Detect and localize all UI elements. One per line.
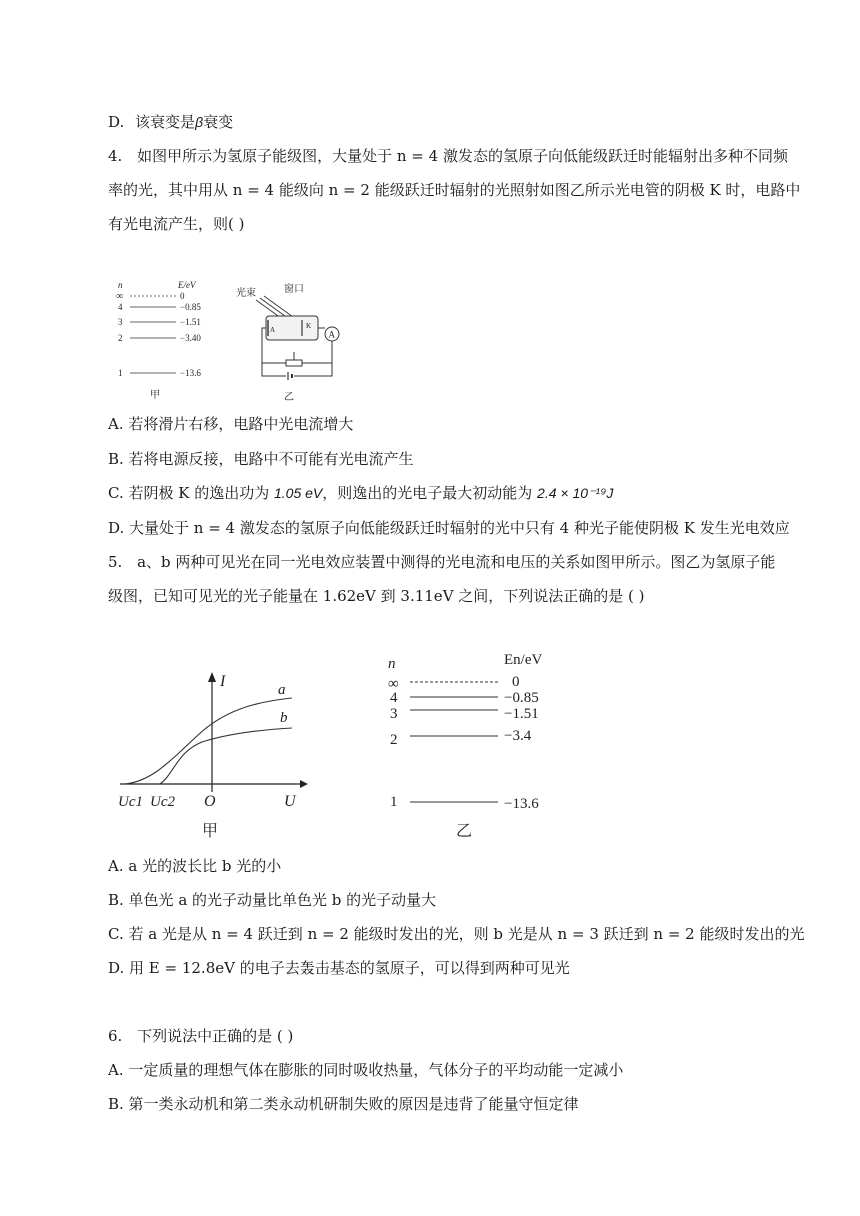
circuit-wire-right [294, 341, 332, 376]
level-4-e: −0.85 [180, 302, 201, 312]
level-2-e: −3.40 [180, 333, 201, 343]
q6-stem [108, 1026, 293, 1046]
q5-energy-level-diagram [380, 640, 580, 850]
level-2-n: 2 [390, 732, 398, 748]
option-suffix: 衰变 [203, 113, 234, 131]
level-1-e: −13.6 [504, 796, 539, 812]
option-text: 该衰变是 [135, 113, 196, 131]
origin-label: O [204, 793, 216, 810]
figure-caption-jia: 甲 [202, 823, 219, 840]
uc2-label: Uc2 [150, 794, 175, 810]
question-number: 5. [108, 553, 123, 571]
option-c-middle: ，则逸出的光电子最大初动能为 [322, 484, 538, 502]
level-1-n: 1 [118, 368, 123, 378]
q5-option-a: A. a 光的波长比 b 光的小 [108, 857, 282, 875]
x-axis-label: U [284, 793, 296, 810]
q4-stem-line2: 率的光，其中用从 n = 4 能级向 n = 2 能级跃迁时辐射的光照射如图乙所示光电管的阴极 K 时，电路中 [108, 181, 801, 199]
ammeter-label: A [328, 329, 335, 340]
q5-stem-line2: 级图，已知可见光的光子能量在 1.62eV 到 3.11eV 之间，下列说法正确的是 ( ) [108, 587, 645, 605]
q4-option-c [108, 483, 613, 503]
q5-stem-line1 [108, 552, 775, 572]
work-function-value: 1.05 eV [274, 485, 323, 501]
q4-stem-line3: 有光电流产生，则( ) [108, 215, 245, 233]
level-3-e: −1.51 [180, 317, 201, 327]
e-axis-label: En/eV [504, 652, 543, 668]
level-4-n: 4 [390, 690, 398, 706]
level-inf-n: ∞ [388, 676, 399, 692]
level-inf-e: 0 [180, 291, 185, 301]
question-number: 6. [108, 1027, 123, 1045]
level-3-n: 3 [118, 317, 123, 327]
e-axis-label: E/eV [178, 280, 196, 290]
q6-option-a: A. 一定质量的理想气体在膨胀的同时吸收热量，气体分子的平均动能一定减小 [108, 1061, 624, 1079]
question-text: 如图甲所示为氢原子能级图，大量处于 n = 4 激发态的氢原子向低能级跃迁时能辐射出多种不同频 [137, 147, 788, 165]
uc1-label: Uc1 [118, 794, 143, 810]
level-inf-e: 0 [512, 674, 520, 690]
anode-label: A [270, 326, 276, 334]
figure-caption-jia: 甲 [150, 390, 160, 401]
q4-photocell-circuit [230, 280, 350, 404]
figure-caption-yi: 乙 [456, 823, 473, 840]
option-letter: D. [108, 113, 125, 131]
level-1-n: 1 [390, 794, 398, 810]
window-label: 窗口 [284, 284, 304, 295]
q5-option-c: C. 若 a 光是从 n = 4 跃迁到 n = 2 能级时发出的光，则 b 光是从 n = 3 跃迁到 n = 2 能级时发出的光 [108, 925, 805, 943]
question-text: 下列说法中正确的是 ( ) [137, 1027, 294, 1045]
x-axis-arrow-icon [300, 780, 308, 788]
beta-symbol: β [195, 114, 204, 130]
curve-a-label: a [278, 682, 286, 698]
curve-b [160, 728, 292, 784]
level-1-e: −13.6 [180, 368, 201, 378]
level-3-e: −1.51 [504, 706, 539, 722]
kinetic-energy-value: 2.4 × 10⁻¹⁹J [537, 485, 614, 501]
rheostat-icon [286, 360, 302, 366]
level-2-e: −3.4 [504, 728, 532, 744]
q4-stem-line1 [108, 146, 788, 166]
question-number: 4. [108, 147, 123, 165]
n-axis-label: n [118, 280, 123, 290]
curve-b-label: b [280, 710, 288, 726]
level-4-e: −0.85 [504, 690, 539, 706]
curve-a [124, 698, 292, 784]
question-text: a、b 两种可见光在同一光电效应装置中测得的光电流和电压的关系如图甲所示。图乙为氢原子能 [137, 553, 776, 571]
q4-option-a: A. 若将滑片右移，电路中光电流增大 [108, 415, 354, 433]
q5-iu-graph [112, 664, 312, 844]
cathode-label: K [306, 322, 312, 330]
option-c-prefix: C. 若阴极 K 的逸出功为 [108, 484, 274, 502]
q3-option-d [108, 112, 233, 132]
n-axis-label: n [388, 656, 396, 672]
figure-caption-yi: 乙 [284, 392, 294, 403]
q4-option-d: D. 大量处于 n = 4 激发态的氢原子向低能级跃迁时辐射的光中只有 4 种光子能使阴极 K 发生光电效应 [108, 519, 790, 537]
light-beam-label: 光束 [236, 288, 256, 299]
q4-energy-level-diagram [112, 278, 222, 402]
y-axis-arrow-icon [208, 672, 216, 682]
q5-option-d: D. 用 E = 12.8eV 的电子去轰击基态的氢原子，可以得到两种可见光 [108, 959, 570, 977]
level-3-n: 3 [390, 706, 398, 722]
y-axis-label: I [220, 673, 226, 690]
q4-option-b: B. 若将电源反接，电路中不可能有光电流产生 [108, 450, 414, 468]
level-4-n: 4 [118, 302, 123, 312]
q5-option-b: B. 单色光 a 的光子动量比单色光 b 的光子动量大 [108, 891, 437, 909]
level-inf-n: ∞ [116, 291, 124, 302]
q6-option-b: B. 第一类永动机和第二类永动机研制失败的原因是违背了能量守恒定律 [108, 1095, 579, 1113]
level-2-n: 2 [118, 333, 123, 343]
